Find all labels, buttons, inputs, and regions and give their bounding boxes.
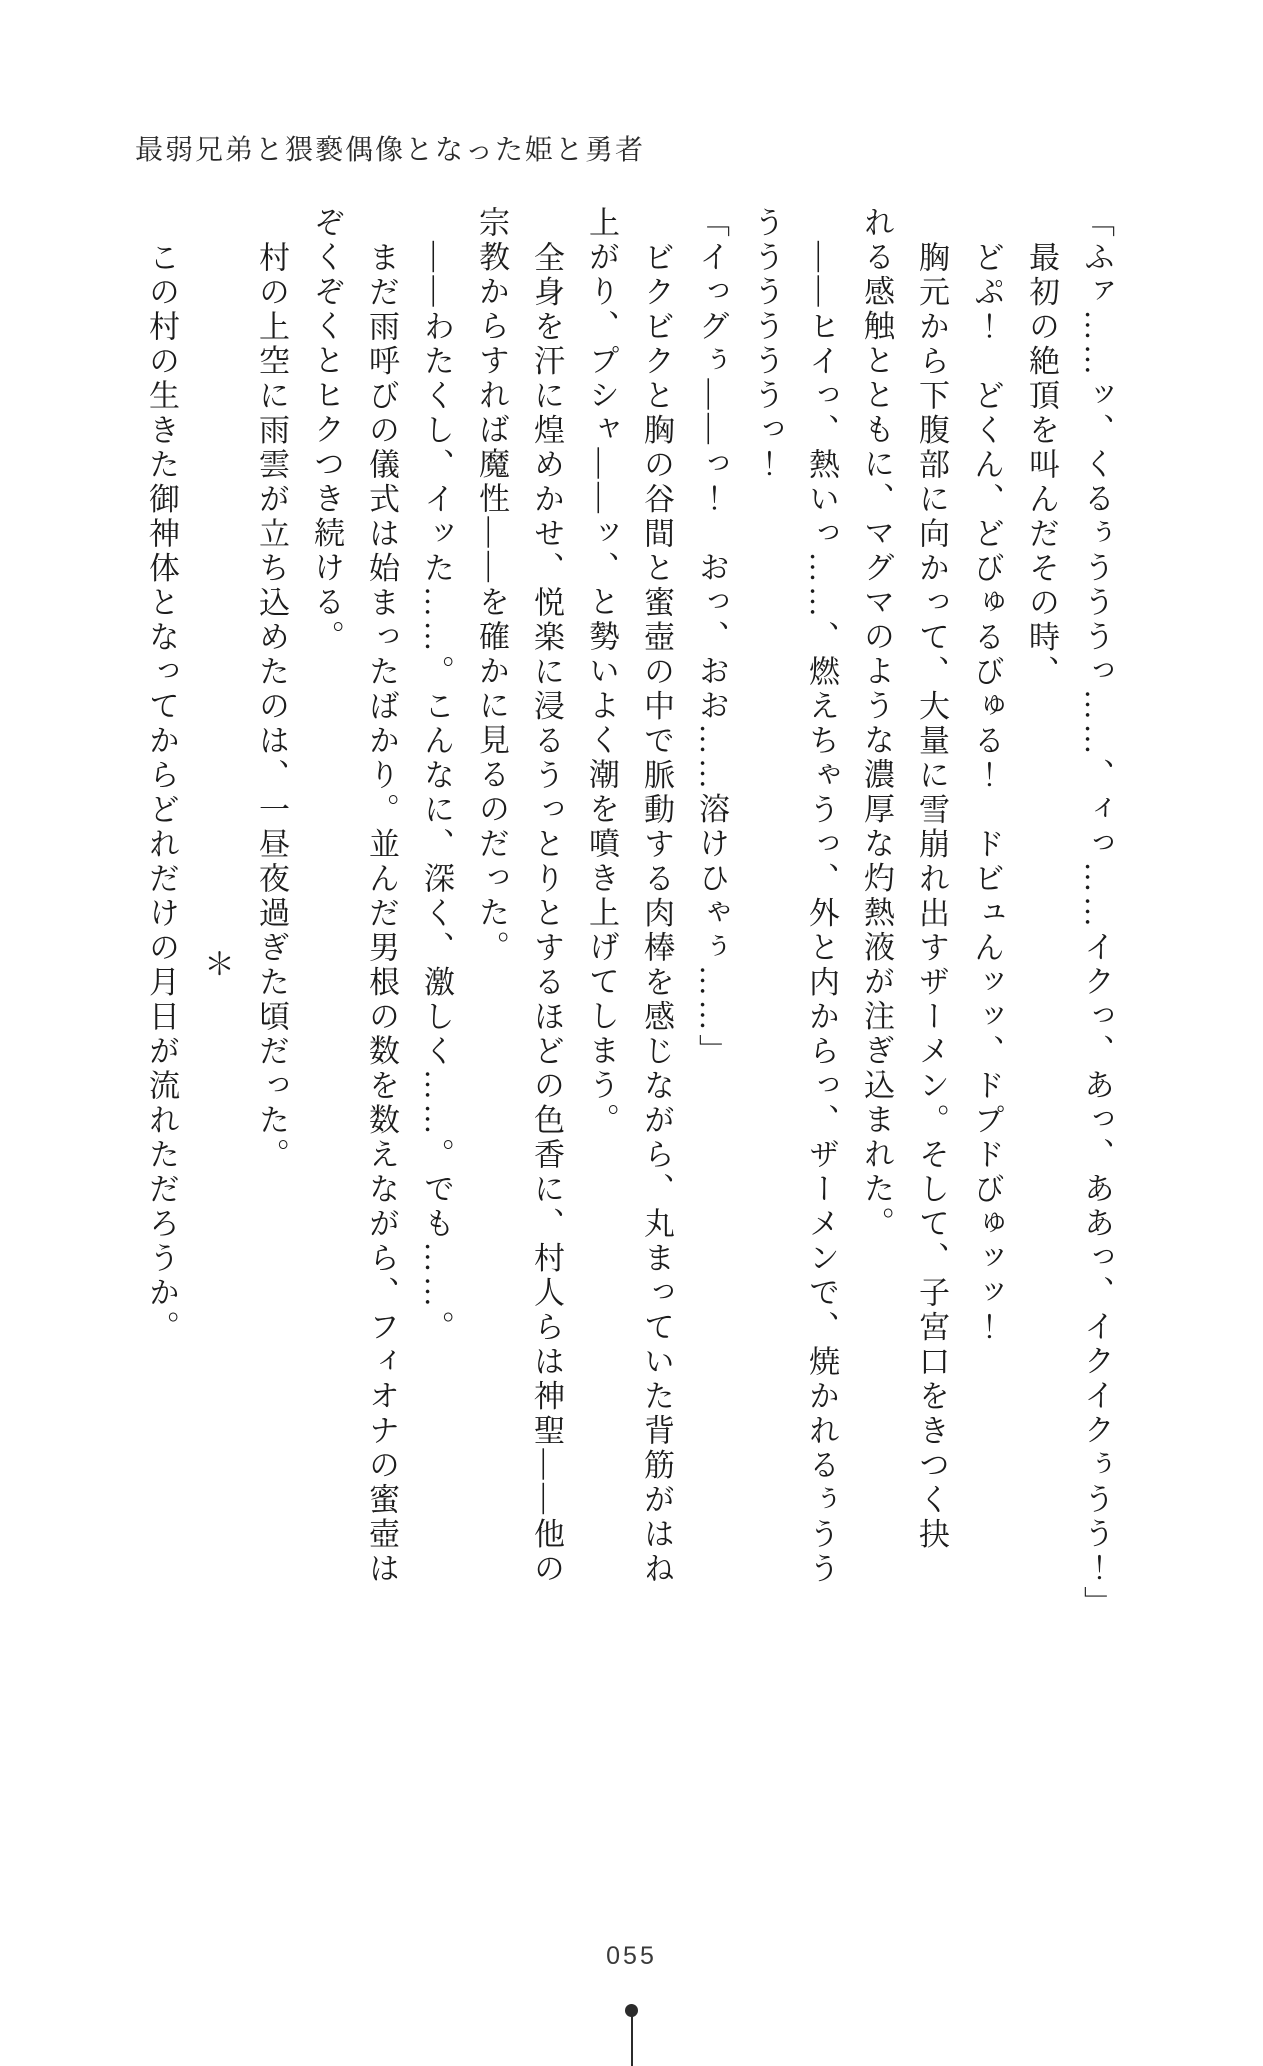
running-header-title: 最弱兄弟と猥褻偶像となった姫と勇者 xyxy=(135,135,646,166)
text-column: ビクビクと胸の谷間と蜜壺の中で脈動する肉棒を感じながら、丸まっていた背筋がはね xyxy=(639,240,674,1586)
text-column: どぷ！ どくん、どびゅるびゅる！ ドビュんッッ、ドプドびゅッッ！ xyxy=(969,240,1004,1345)
footer-dot-ornament xyxy=(625,2004,638,2017)
text-column: ぞくぞくとヒクつき続ける。 xyxy=(309,206,344,655)
text-column: まだ雨呼びの儀式は始まったばかり。並んだ男根の数を数えながら、フィオナの蜜壺は xyxy=(364,240,399,1586)
text-column: れる感触とともに、マグマのような濃厚な灼熱液が注ぎ込まれた。 xyxy=(859,206,894,1241)
text-column: 「イっグぅ——っ！ おっ、おお……溶けひゃぅ……」 xyxy=(694,206,729,1069)
text-column: 上がり、プシャ——ッ、と勢いよく潮を噴き上げてしまう。 xyxy=(584,206,619,1138)
footer-line-ornament xyxy=(631,2017,633,2066)
text-column: 宗教からすれば魔性——を確かに見るのだった。 xyxy=(474,206,509,965)
text-column: 最初の絶頂を叫んだその時、 xyxy=(1024,240,1059,689)
text-column: この村の生きた御神体となってからどれだけの月日が流れただろうか。 xyxy=(144,240,179,1345)
text-column: 村の上空に雨雲が立ち込めたのは、一昼夜過ぎた頃だった。 xyxy=(254,240,289,1172)
text-column: 「ふァ……ッ、くるぅうううっ……、ィっ……イクっ、あっ、ああっ、イクイクぅうう！」 xyxy=(1079,206,1114,1621)
page-number: 055 xyxy=(606,1942,657,1970)
text-column: ——わたくし、イッた……。こんなに、深く、激しく……。でも……。 xyxy=(419,240,454,1345)
text-column: 胸元から下腹部に向かって、大量に雪崩れ出すザーメン。そして、子宮口をきつく抉 xyxy=(914,240,949,1552)
text-column: ううううううっ！ xyxy=(749,206,784,482)
main-text-block xyxy=(134,206,1124,1621)
section-break-asterisk: ＊ xyxy=(199,948,234,983)
text-column: ——ヒイっ、熱いっ……、燃えちゃうっ、外と内からっ、ザーメンで、焼かれるぅうう xyxy=(804,240,839,1586)
text-column: 全身を汗に煌めかせ、悦楽に浸るうっとりとするほどの色香に、村人らは神聖——他の xyxy=(529,240,564,1586)
